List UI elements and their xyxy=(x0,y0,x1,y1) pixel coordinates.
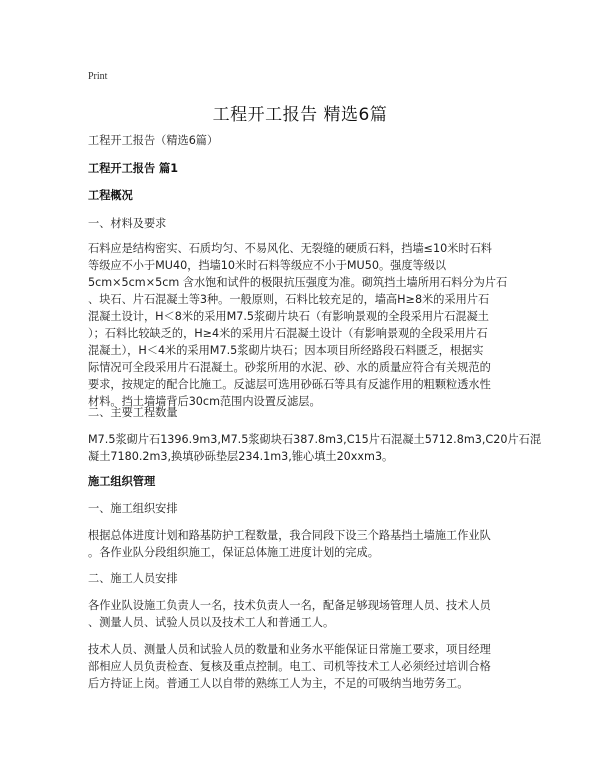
text-line: 材料。挡土墙墙背后30cm范围内设置反滤层。 xyxy=(88,395,321,408)
text-line: 凝土7180.2m3,换填砂砾垫层234.1m3,锥心填土20xxm3。 xyxy=(88,450,394,463)
text-line: 各作业队设施工负责人一名，技术负责人一名，配备足够现场管理人员、技术人员 xyxy=(88,599,491,612)
text-line: 石料应是结构密实、石质均匀、不易风化、无裂缝的硬质石料，挡墙≤10米时石料 xyxy=(88,242,492,255)
text-line: 际情况可全段采用片石混凝土。砂浆所用的水泥、砂、水的质量应符合有关规范的 xyxy=(88,361,491,374)
paragraph-arrangement xyxy=(88,527,528,561)
part-heading: 工程开工报告 篇1 xyxy=(88,162,178,175)
paragraph-materials xyxy=(88,240,528,410)
subsection-heading-quantities: 二、主要工程数量 xyxy=(88,406,178,419)
text-line: 。各作业队分段组织施工，保证总体施工进度计划的完成。 xyxy=(88,546,379,559)
subsection-heading-arrangement: 一、施工组织安排 xyxy=(88,502,178,515)
text-line: 要求，按规定的配合比施工。反滤层可选用砂砾石等具有反滤作用的粗颗粒透水性 xyxy=(88,378,491,391)
text-line: 混凝土设计，H＜8米的采用M7.5浆砌片块石（有影响景观的全段采用片石混凝土 xyxy=(88,310,489,323)
text-line: 混凝土），H＜4米的采用M7.5浆砌片块石；因本项目所经路段石料匮乏，根据实 xyxy=(88,344,484,357)
text-line: 5cm×5cm×5cm 含水饱和试件的极限抗压强度为准。砌筑挡土墙所用石料分为片石 xyxy=(88,276,508,289)
section-heading-overview: 工程概况 xyxy=(88,189,133,202)
text-line: 部相应人员负责检查、复核及重点控制。电工、司机等技术工人必须经过培训合格 xyxy=(88,660,491,673)
text-line: 技术人员、测量人员和试验人员的数量和业务水平能保证日常施工要求，项目经理 xyxy=(88,643,491,656)
text-line: 、块石、片石混凝土等3种。一般原则，石料比较充足的，墙高H≥8米的采用片石 xyxy=(88,293,490,306)
text-line: 等级应不小于MU40，挡墙10米时石料等级应不小于MU50。强度等级以 xyxy=(88,259,447,272)
section-heading-management: 施工组织管理 xyxy=(88,475,156,488)
text-line: 根据总体进度计划和路基防护工程数量，我合同段下设三个路基挡土墙施工作业队 xyxy=(88,529,491,542)
document-subtitle: 工程开工报告（精选6篇） xyxy=(88,134,219,147)
subsection-heading-personnel: 二、施工人员安排 xyxy=(88,572,178,585)
text-line: 、测量人员、试验人员以及技术工人和普通工人。 xyxy=(88,616,335,629)
subsection-heading-materials: 一、材料及要求 xyxy=(88,217,167,230)
paragraph-personnel-1 xyxy=(88,597,528,631)
document-title: 工程开工报告 精选6篇 xyxy=(212,105,388,125)
text-line: 后方持证上岗。普通工人以自带的熟练工人为主，不足的可吸纳当地劳务工。 xyxy=(88,677,469,690)
text-line: ）；石料比较缺乏的，H≥4米的采用片石混凝土设计（有影响景观的全段采用片石 xyxy=(88,327,488,340)
print-label[interactable]: Print xyxy=(88,71,108,82)
paragraph-personnel-2 xyxy=(88,641,528,692)
paragraph-quantities xyxy=(88,431,542,465)
text-line: M7.5浆砌片石1396.9m3,M7.5浆砌块石387.8m3,C15片石混凝土5712.8m3,C20片石混 xyxy=(88,433,542,446)
